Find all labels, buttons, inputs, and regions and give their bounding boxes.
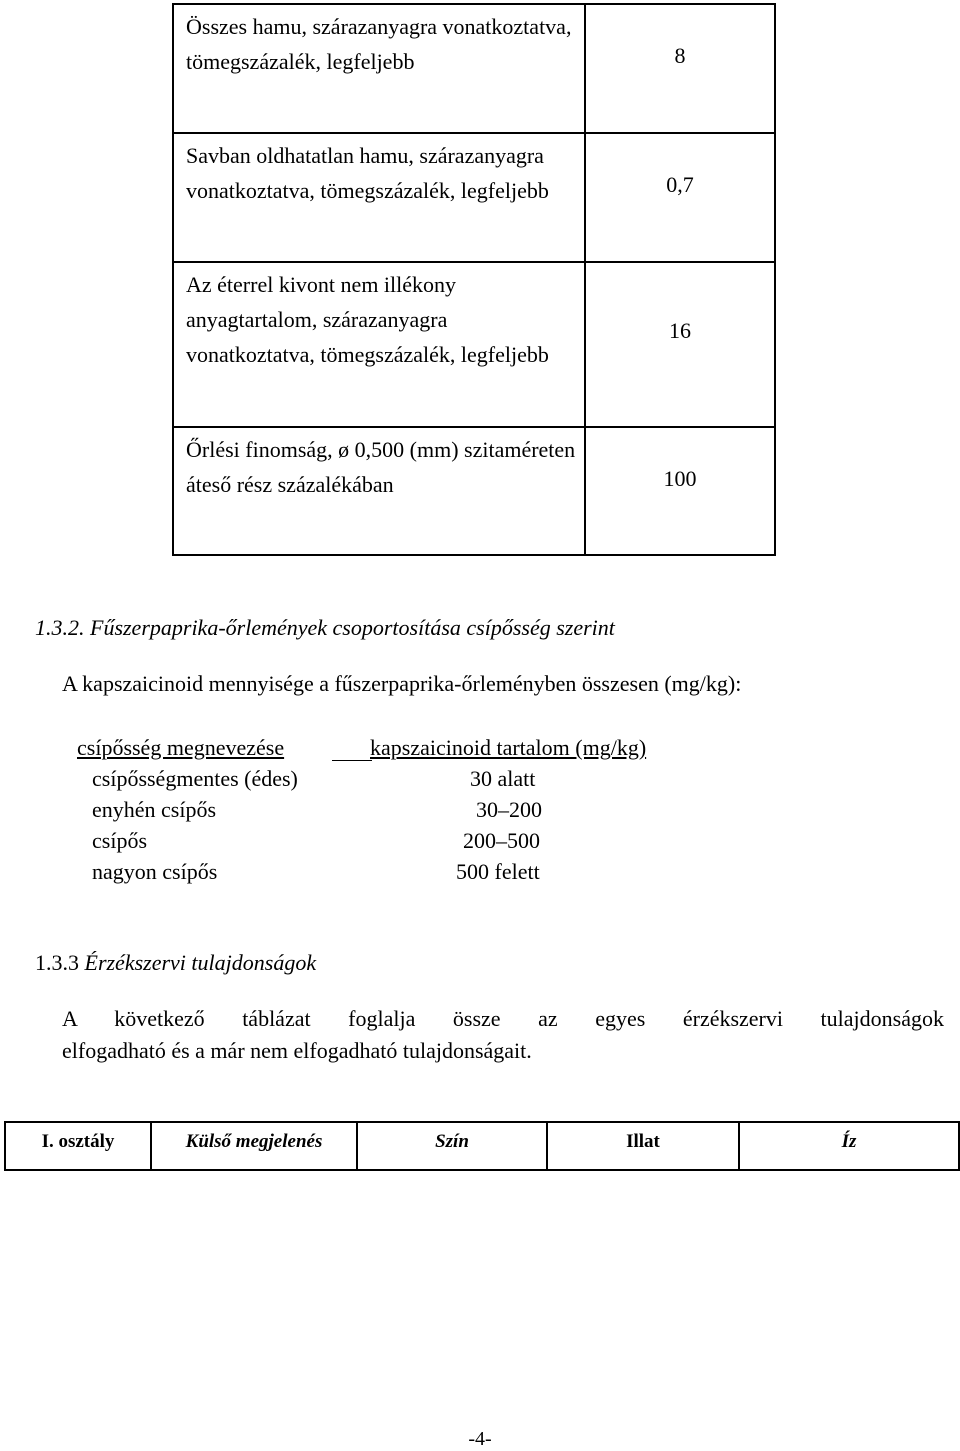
top-table-label: Őrlési finomság, ø 0,500 (mm) szitaméreten áteső rész százalékában xyxy=(186,437,576,497)
sensory-header-taste: Íz xyxy=(738,1121,960,1171)
page-number: -4- xyxy=(468,1428,492,1450)
pungency-value: 200–500 xyxy=(463,828,540,853)
pungency-value: 30–200 xyxy=(476,797,542,822)
top-table-value: 16 xyxy=(669,318,691,343)
top-table-label: Savban oldhatatlan hamu, szárazanyagra vonatkoztatva, tömegszázalék, legfeljebb xyxy=(186,143,549,203)
top-table-value-cell xyxy=(584,132,776,263)
section-133-paragraph-line1: A következő táblázat foglalja össze az egyes érzékszervi tulajdonságok xyxy=(62,1006,944,1031)
top-table-value-cell xyxy=(584,3,776,134)
pungency-value: 500 felett xyxy=(456,859,540,884)
pungency-name: csípősségmentes (édes) xyxy=(92,766,298,791)
section-133-heading xyxy=(35,950,316,976)
top-table-value: 100 xyxy=(663,466,697,491)
sensory-header-appearance: Külső megjelenés xyxy=(150,1121,358,1171)
header-underline-gap xyxy=(332,760,372,761)
section-133-heading-text xyxy=(35,950,316,975)
pungency-value: 30 alatt xyxy=(470,766,536,791)
pungency-name: csípős xyxy=(92,828,147,853)
pungency-col2-header: kapszaicinoid tartalom (mg/kg) xyxy=(370,735,647,760)
section-133-number: 1.3.3 xyxy=(35,950,85,975)
section-133-title: Érzékszervi tulajdonságok xyxy=(84,950,317,975)
top-table-label-cell xyxy=(172,261,586,428)
top-table-label: Összes hamu, szárazanyagra vonatkoztatva, tömegszázalék, legfeljebb xyxy=(186,14,572,74)
top-table-label-cell xyxy=(172,3,586,134)
pungency-name: enyhén csípős xyxy=(92,797,217,822)
top-table-value-cell xyxy=(584,261,776,428)
top-table-value-cell xyxy=(584,426,776,556)
sensory-header-class: I. osztály xyxy=(4,1121,152,1171)
sensory-header-color: Szín xyxy=(356,1121,548,1171)
pungency-name: nagyon csípős xyxy=(92,859,218,884)
pungency-col1-header: csípősség megnevezése xyxy=(77,735,285,760)
top-table-label-cell xyxy=(172,132,586,263)
top-table-label: Az éterrel kivont nem illékony anyagtartalom, szárazanyagra vonatkoztatva, tömegszázalék, legfeljebb xyxy=(186,272,549,367)
top-table-value: 0,7 xyxy=(666,172,694,197)
section-132-heading: 1.3.2. Fűszerpaprika-őrlemények csoportosítása csípősség szerint xyxy=(35,615,615,640)
sensory-header-smell: Illat xyxy=(546,1121,740,1171)
section-132-intro: A kapszaicinoid mennyisége a fűszerpaprika-őrleményben összesen (mg/kg): xyxy=(62,671,742,696)
top-table-value: 8 xyxy=(674,43,686,68)
top-table-label-cell xyxy=(172,426,586,556)
section-133-paragraph-line2: elfogadható és a már nem elfogadható tulajdonságait. xyxy=(62,1038,532,1063)
